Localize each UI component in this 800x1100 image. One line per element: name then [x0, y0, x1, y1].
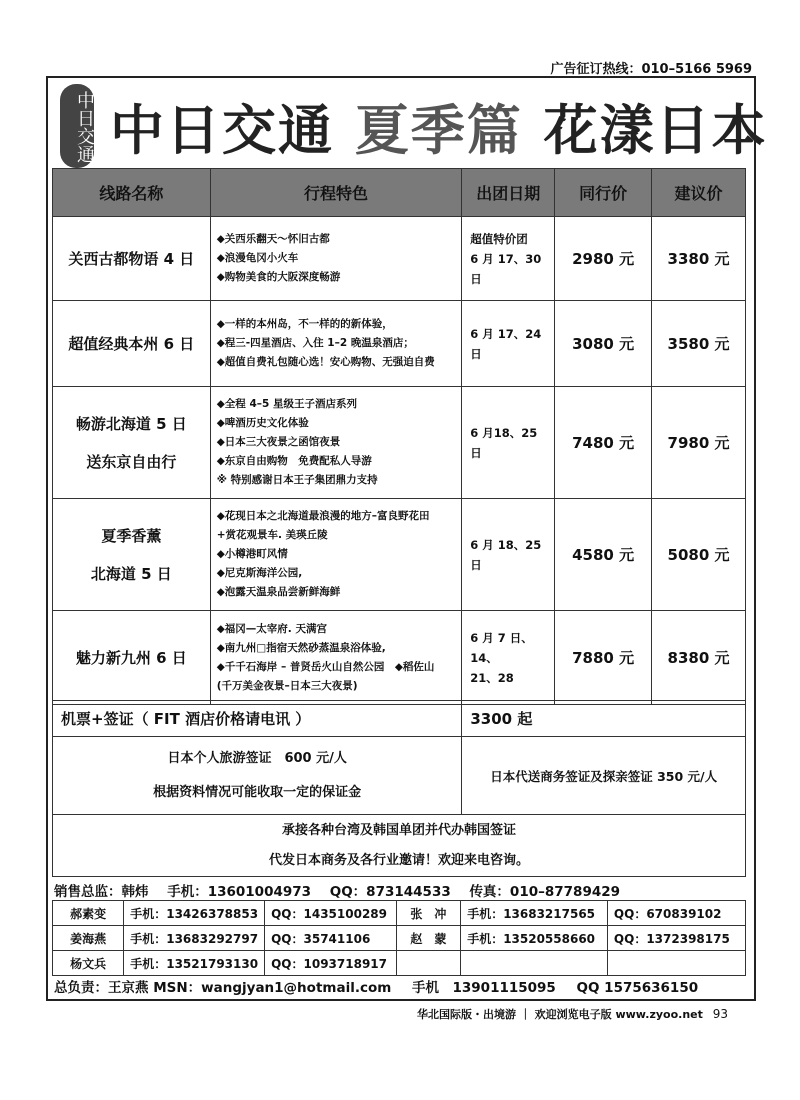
chief-label: 总负责：王京燕 MSN：wangjyan1@hotmail.com — [54, 980, 392, 996]
contact-mobile: 手机：13520558660 — [461, 926, 608, 951]
feature-line: ◆千千石海岸 – 普贤岳火山自然公园 ◆稻佐山 — [216, 660, 435, 673]
banner-title — [110, 88, 768, 165]
tour-table — [52, 168, 746, 705]
ad-hotline: 广告征订热线：010–5166 5969 — [550, 62, 752, 77]
ticket-price: 3300 起 — [462, 701, 746, 737]
feature-line: ◆花现日本之北海道最浪漫的地方–富良野花田 — [216, 510, 430, 522]
feature-line: ◆超值自费礼包随心选！安心购物、无强迫自费 — [216, 356, 435, 368]
feature-line: ◆关西乐翻天～怀旧古都 — [216, 233, 330, 245]
visa-individual: 日本个人旅游签证 600 元/人 — [167, 750, 347, 766]
ticket-row — [53, 701, 746, 737]
notes-row — [53, 815, 746, 877]
route-line: 关西古都物语 4 日 — [68, 249, 195, 268]
route-line: 畅游北海道 5 日 — [75, 414, 187, 433]
date-line: 6 月18、25 日 — [470, 425, 538, 460]
route-name — [53, 387, 211, 499]
contact-qq: QQ：1093718917 — [265, 951, 396, 976]
contact-mobile — [461, 951, 608, 976]
feature-line: ◆南九州□指宿天然砂蒸温泉浴体验, — [216, 641, 386, 654]
contact-name: 杨文兵 — [53, 951, 124, 976]
feature-line: ◆购物美食的大阪深度畅游 — [216, 271, 341, 283]
contact-mobile: 手机：13683217565 — [461, 901, 608, 926]
route-line: 北海道 5 日 — [90, 564, 172, 583]
trade-price: 2980 元 — [555, 217, 652, 301]
korea-service-note: 承接各种台湾及韩国单团并代办韩国签证 — [281, 822, 516, 838]
contact-name: 张 冲 — [396, 901, 461, 926]
sales-mobile: 手机：13601004973 — [167, 884, 312, 900]
departure-dates — [462, 611, 555, 705]
sales-director-line — [54, 880, 634, 900]
feature-line: ※ 特别感谢日本王子集团鼎力支持 — [216, 474, 378, 486]
banner-title-brand: 中日交通 — [110, 98, 334, 162]
ticket-label: 机票+签证（ FIT 酒店价格请电讯 ） — [53, 701, 462, 737]
table-row — [53, 301, 746, 387]
feature-line: ◆泡露天温泉品尝新鲜海鲜 — [216, 586, 341, 598]
page-footer — [417, 1006, 728, 1022]
contact-name: 郝素变 — [53, 901, 124, 926]
header-dates: 出团日期 — [462, 169, 555, 217]
departure-dates — [462, 301, 555, 387]
date-line: 6 月 17、30 日 — [470, 251, 542, 286]
trade-price: 7880 元 — [555, 611, 652, 705]
contact-name: 姜海燕 — [53, 926, 124, 951]
chief-qq: QQ 1575636150 — [576, 980, 699, 996]
contact-mobile: 手机：13426378853 — [124, 901, 265, 926]
feature-line: ◆东京自由购物 免费配私人导游 — [216, 455, 372, 467]
suggested-price: 8380 元 — [652, 611, 746, 705]
suggested-price: 5080 元 — [652, 499, 746, 611]
footer-text: 华北国际版・出境游 ｜ 欢迎浏览电子版 www.zyoo.net — [417, 1008, 703, 1021]
feature-line: ◆啤酒历史文化体验 — [216, 417, 309, 429]
contact-row — [53, 951, 746, 976]
feature-line: ◆小樽港町风情 — [216, 548, 288, 560]
header-route: 线路名称 — [53, 169, 211, 217]
feature-line: ◆程三-四星酒店、入住 1–2 晚温泉酒店； — [216, 337, 414, 349]
route-name — [53, 611, 211, 705]
table-row — [53, 387, 746, 499]
date-line: 超值特价团 — [470, 231, 528, 246]
contact-name: 赵 蒙 — [396, 926, 461, 951]
route-line: 送东京自由行 — [86, 452, 177, 471]
route-name — [53, 499, 211, 611]
feature-line: ◆一样的本州岛，不一样的的新体验， — [216, 318, 393, 330]
sales-director: 销售总监：韩炜 — [54, 884, 149, 900]
route-features — [210, 611, 462, 705]
route-features — [210, 499, 462, 611]
visa-individual-cell — [53, 737, 462, 815]
feature-line: ◆日本三大夜景之函馆夜景 — [216, 436, 341, 448]
date-line: 6 月 7 日、14、 — [470, 630, 533, 665]
contact-qq — [607, 951, 745, 976]
contact-row — [53, 901, 746, 926]
sales-fax: 传真：010–87789429 — [469, 884, 621, 900]
departure-dates — [462, 499, 555, 611]
header-trade-price: 同行价 — [555, 169, 652, 217]
sales-qq: QQ：873144533 — [329, 884, 451, 900]
date-line: 21、28 — [470, 670, 514, 685]
invitation-note: 代发日本商务及各行业邀请！欢迎来电咨询。 — [268, 852, 529, 868]
table-row — [53, 611, 746, 705]
feature-line: ◆浪漫龟冈小火车 — [216, 252, 299, 264]
contact-qq: QQ：1372398175 — [607, 926, 745, 951]
contact-qq: QQ：1435100289 — [265, 901, 396, 926]
route-features — [210, 301, 462, 387]
notes-cell — [53, 815, 746, 877]
departure-dates — [462, 387, 555, 499]
page-number: 93 — [712, 1007, 728, 1021]
trade-price: 3080 元 — [555, 301, 652, 387]
suggested-price: 7980 元 — [652, 387, 746, 499]
route-line: 超值经典本州 6 日 — [68, 334, 195, 353]
contacts-table — [52, 900, 746, 976]
contact-qq: QQ：670839102 — [607, 901, 745, 926]
route-features — [210, 217, 462, 301]
contact-name — [396, 951, 461, 976]
brand-logo: 中日交通 — [60, 84, 94, 168]
trade-price: 7480 元 — [555, 387, 652, 499]
date-line: 6 月 18、25 日 — [470, 537, 542, 572]
contact-qq: QQ：35741106 — [265, 926, 396, 951]
feature-line: ◆尼克斯海洋公园, — [216, 567, 303, 579]
visa-deposit-note: 根据资料情况可能收取一定的保证金 — [153, 784, 362, 800]
route-line: 夏季香薰 — [101, 526, 162, 545]
banner-title-season: 夏季篇 — [354, 98, 523, 162]
route-name — [53, 217, 211, 301]
banner — [52, 80, 768, 170]
header-features: 行程特色 — [210, 169, 462, 217]
visa-table — [52, 700, 746, 877]
visa-row — [53, 737, 746, 815]
header-suggested-price: 建议价 — [652, 169, 746, 217]
banner-title-slogan: 花漾日本 — [543, 98, 768, 162]
chief-mobile: 手机 13901115095 — [412, 980, 556, 996]
table-row — [53, 499, 746, 611]
feature-line: ◆福冈—太宰府. 天满宫 — [216, 622, 327, 635]
departure-dates — [462, 217, 555, 301]
contact-mobile: 手机：13683292797 — [124, 926, 265, 951]
table-header-row — [53, 169, 746, 217]
visa-business: 日本代送商务签证及探亲签证 350 元/人 — [462, 737, 746, 815]
table-row — [53, 217, 746, 301]
route-name — [53, 301, 211, 387]
contact-row — [53, 926, 746, 951]
date-line: 6 月 17、24 日 — [470, 326, 542, 361]
chief-line — [54, 976, 714, 996]
route-line: 魅力新九州 6 日 — [75, 648, 187, 667]
contact-mobile: 手机：13521793130 — [124, 951, 265, 976]
route-features — [210, 387, 462, 499]
feature-line: (千万美金夜景–日本三大夜景) — [216, 679, 358, 692]
suggested-price: 3380 元 — [652, 217, 746, 301]
feature-line: +赏花观景车. 美瑛丘陵 — [216, 529, 328, 541]
feature-line: ◆全程 4–5 星级王子酒店系列 — [216, 398, 357, 410]
suggested-price: 3580 元 — [652, 301, 746, 387]
trade-price: 4580 元 — [555, 499, 652, 611]
